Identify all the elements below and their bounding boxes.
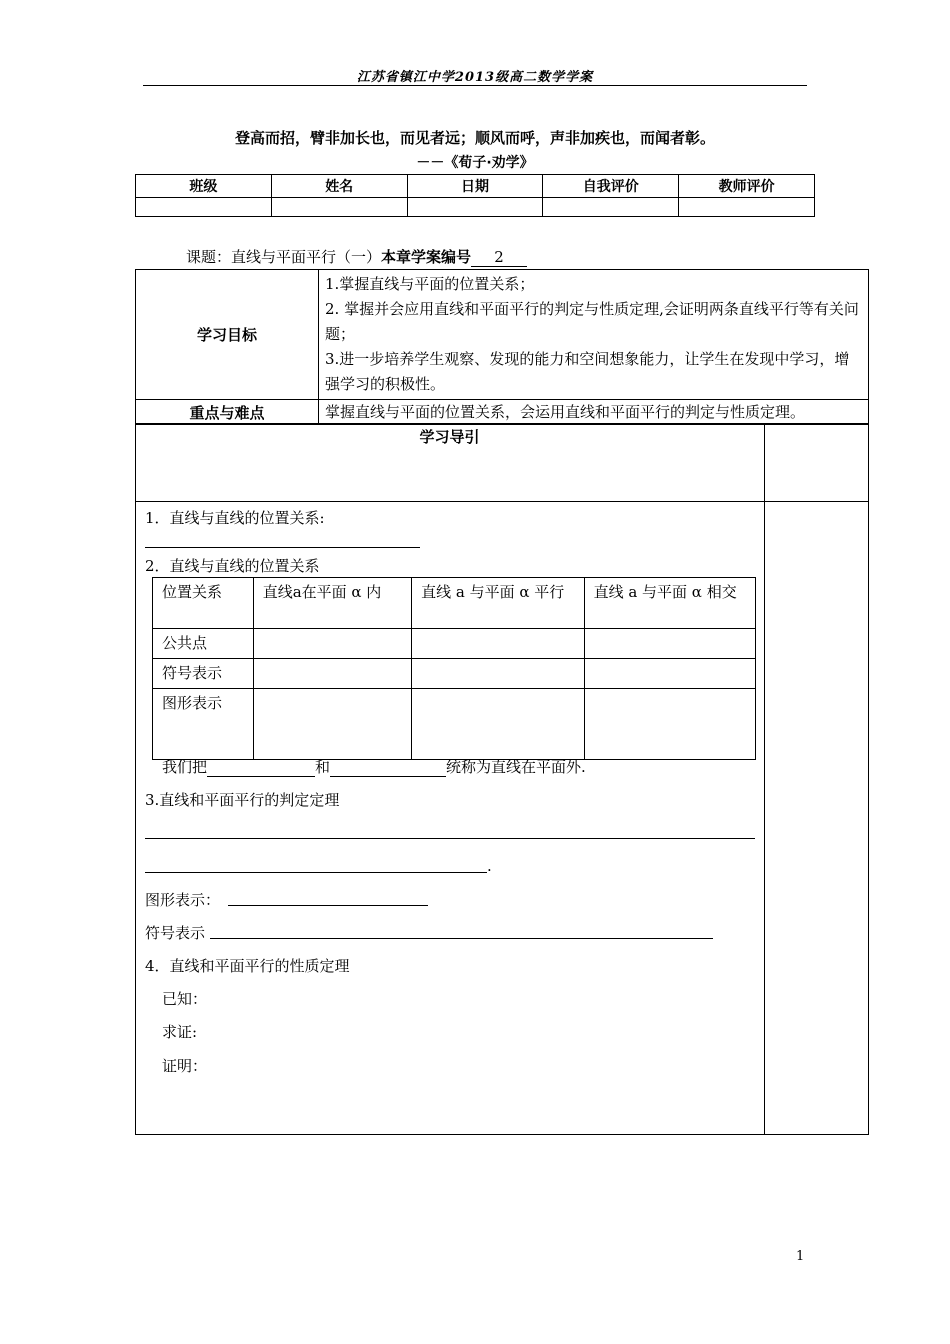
rel-row-label: 公共点 (153, 629, 254, 659)
eval-header-self: 自我评价 (543, 175, 679, 198)
eval-header-class: 班级 (136, 175, 272, 198)
answer-line[interactable] (228, 905, 428, 906)
guide-title: 学习导引 (419, 428, 480, 446)
eval-cell[interactable] (407, 198, 543, 217)
rel-cell[interactable] (584, 659, 755, 689)
blank-1[interactable] (207, 759, 315, 777)
rel-header-2: 直线 a 与平面 α 平行 (412, 578, 584, 629)
goal-item: 1.掌握直线与平面的位置关系； (325, 275, 535, 293)
rel-row-label: 图形表示 (153, 689, 254, 760)
rel-cell[interactable] (584, 689, 755, 760)
section-4-title: 4．直线和平面平行的性质定理 (145, 957, 350, 975)
guide-box (135, 423, 869, 1135)
answer-line[interactable] (145, 872, 487, 873)
goals-table (135, 269, 869, 425)
goals-content (319, 270, 869, 400)
topic-bold: 本章学案编号 (381, 248, 472, 266)
collective-sentence (162, 756, 586, 777)
goals-label: 学习目标 (136, 270, 319, 400)
page-number: 1 (796, 1249, 805, 1264)
rel-cell[interactable] (584, 629, 755, 659)
section-2-title: 2．直线与直线的位置关系 (145, 557, 320, 575)
goal-item: 2. 掌握并会应用直线和平面平行的判定与性质定理,会证明两条直线平行等有关问题； (325, 300, 859, 343)
key-text: 掌握直线与平面的位置关系，会运用直线和平面平行的判定与性质定理。 (319, 400, 869, 425)
blank-2[interactable] (330, 759, 446, 777)
answer-line[interactable] (145, 547, 420, 548)
topic-prefix: 课题：直线与平面平行（一） (186, 248, 382, 266)
symbol-label: 符号表示 (145, 924, 206, 942)
goal-item: 3.进一步培养学生观察、发现的能力和空间想象能力，让学生在发现中学习，增强学习的积极性。 (325, 350, 850, 393)
relation-table (152, 577, 756, 760)
proof-label: 证明： (162, 1057, 208, 1075)
topic-number: 2 (471, 248, 527, 267)
answer-line[interactable] (145, 838, 755, 839)
section-1-title: 1．直线与直线的位置关系: (145, 509, 325, 527)
topic-line (186, 246, 527, 267)
period-mark: . (487, 857, 492, 875)
figure-label: 图形表示： (145, 891, 221, 909)
rel-cell[interactable] (412, 689, 584, 760)
eval-cell[interactable] (271, 198, 407, 217)
quote-text: 登高而招，臂非加长也，而见者远；顺风而呼，声非加疾也，而闻者彰。 (234, 129, 715, 147)
eval-header-date: 日期 (407, 175, 543, 198)
sentence-part: 我们把 (162, 758, 208, 776)
document-header: 江苏省镇江中学2013级高二数学学案 (356, 70, 594, 85)
section-3-title: 3.直线和平面平行的判定定理 (145, 791, 340, 809)
rel-cell[interactable] (253, 659, 411, 689)
rel-cell[interactable] (253, 689, 411, 760)
rel-cell[interactable] (412, 629, 584, 659)
prove-label: 求证: (162, 1023, 198, 1041)
eval-cell[interactable] (136, 198, 272, 217)
eval-cell[interactable] (543, 198, 679, 217)
header-rule (143, 85, 807, 86)
eval-cell[interactable] (679, 198, 815, 217)
rel-cell[interactable] (412, 659, 584, 689)
sentence-part: 统称为直线在平面外. (446, 758, 586, 776)
margin-column-rule (764, 423, 765, 1135)
eval-header-teacher: 教师评价 (679, 175, 815, 198)
quote-source: －－《荀子·劝学》 (416, 155, 534, 171)
rel-header-3: 直线 a 与平面 α 相交 (584, 578, 755, 629)
evaluation-table (135, 174, 815, 217)
sentence-part: 和 (315, 758, 331, 776)
guide-header-rule (135, 501, 869, 502)
eval-header-name: 姓名 (271, 175, 407, 198)
rel-row-label: 符号表示 (153, 659, 254, 689)
rel-header-0: 位置关系 (153, 578, 254, 629)
rel-header-1: 直线a在平面 α 内 (253, 578, 411, 629)
answer-line[interactable] (210, 938, 713, 939)
known-label: 已知： (162, 990, 208, 1008)
rel-cell[interactable] (253, 629, 411, 659)
key-label: 重点与难点 (136, 400, 319, 425)
